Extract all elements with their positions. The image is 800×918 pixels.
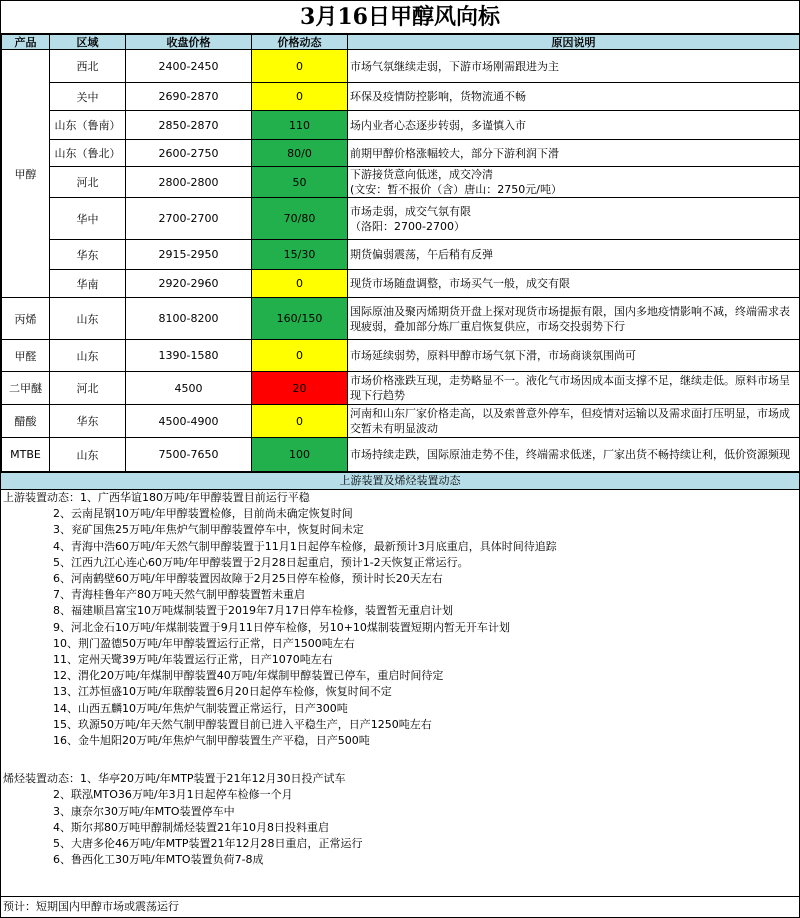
change-cell: 160/150: [252, 298, 348, 340]
region-cell: 关中: [50, 83, 126, 111]
olefin-item: [3, 820, 799, 836]
change-cell: 0: [252, 340, 348, 372]
reason-cell: 国际原油及聚丙烯期货开盘上探对现货市场提振有限，国内多地疫情影响不减，终端需求表现疲弱，叠加部分炼厂重启恢复供应，市场交投弱势下行: [348, 298, 800, 340]
product-cell: 甲醛: [2, 340, 50, 372]
upstream-item-text: 2、云南昆钢10万吨/年甲醇装置检修，目前尚未确定恢复时间: [53, 507, 353, 521]
region-cell: 山东: [50, 298, 126, 340]
upstream-item-text: 9、河北金石10万吨/年煤制装置于9月11日停车检修，另10+10煤制装置短期内暂无开车计划: [53, 620, 510, 634]
price-cell: 2600-2750: [126, 140, 252, 167]
product-cell: 甲醇: [2, 50, 50, 298]
olefin-item: [3, 771, 799, 787]
header-product: 产品: [2, 35, 50, 50]
reason-cell: 期货偏弱震荡，午后稍有反弹: [348, 240, 800, 270]
table-header-row: [2, 35, 800, 50]
reason-cell: 环保及疫情防控影响，货物流通不畅: [348, 83, 800, 111]
upstream-item-text: 11、定州天鹭39万吨/年装置运行正常，日产1070吨左右: [53, 653, 333, 667]
upstream-item-text: 4、青海中浩60万吨/年天然气制甲醇装置于11月1日起停车检修，最新预计3月底重启，具体时间待追踪: [53, 539, 557, 553]
upstream-item: [3, 603, 799, 619]
reason-cell: 现货市场随盘调整，市场买气一般，成交有限: [348, 270, 800, 298]
upstream-item: [3, 587, 799, 603]
upstream-item-text: 6、河南鹤壁60万吨/年甲醇装置因故障于2月25日停车检修，预计时长20天左右: [53, 572, 443, 586]
table-row: [2, 298, 800, 340]
olefin-item: [3, 852, 799, 868]
upstream-label: 上游装置动态：: [3, 491, 80, 504]
price-cell: 1390-1580: [126, 340, 252, 372]
region-cell: 山东（鲁北）: [50, 140, 126, 167]
forecast: 预计：短期国内甲醇市场或震荡运行: [1, 896, 799, 917]
upstream-item: [3, 733, 799, 749]
upstream-item-text: 3、兖矿国焦25万吨/年焦炉气制甲醇装置停车中，恢复时间未定: [53, 523, 364, 537]
table-row: [2, 438, 800, 472]
change-cell: 20: [252, 372, 348, 405]
header-region: 区域: [50, 35, 126, 50]
upstream-item-text: 8、福建顺昌富宝10万吨煤制装置于2019年7月17日停车检修，装置暂无重启计划: [53, 604, 453, 618]
header-price-change: 价格动态: [252, 35, 348, 50]
change-cell: 70/80: [252, 198, 348, 240]
olefin-item-text: 2、联泓MTO36万吨/年3月1日起停车检修一个月: [53, 788, 293, 802]
change-cell: 80/0: [252, 140, 348, 167]
olefin-item-text: 3、康奈尔30万吨/年MTO装置停车中: [53, 804, 235, 818]
price-cell: 2850-2870: [126, 111, 252, 140]
upstream-item: [3, 701, 799, 717]
olefin-item-text: 5、大唐多伦46万吨/年MTP装置21年12月28日重启，正常运行: [53, 837, 363, 851]
upstream-item-text: 16、金牛旭阳20万吨/年焦炉气制甲醇装置生产平稳，日产500吨: [53, 734, 370, 748]
upstream-item: [3, 620, 799, 636]
upstream-item-text: 10、荆门盈德50万吨/年甲醇装置运行正常，日产1500吨左右: [53, 636, 355, 650]
upstream-item: [3, 539, 799, 555]
reason-cell: 下游接货意向低迷，成交冷清 (文安：暂不报价（含）唐山：2750元/吨）: [348, 167, 800, 198]
product-cell: 丙烯: [2, 298, 50, 340]
upstream-item: [3, 522, 799, 538]
region-cell: 山东: [50, 340, 126, 372]
olefin-item: [3, 836, 799, 852]
reason-cell: 前期甲醇价格涨幅较大，部分下游利润下滑: [348, 140, 800, 167]
header-reason: 原因说明: [348, 35, 800, 50]
table-row: [2, 167, 800, 198]
olefin-item-text: 6、鲁西化工30万吨/年MTO装置负荷7-8成: [53, 853, 264, 867]
reason-cell: 市场价格涨跌互现，走势略显不一。液化气市场因成本面支撑不足，继续走低。原料市场呈现下行趋势: [348, 372, 800, 405]
price-cell: 2920-2960: [126, 270, 252, 298]
price-table: [1, 34, 800, 472]
table-row: [2, 405, 800, 438]
product-cell: 醋酸: [2, 405, 50, 438]
section-title: 上游装置及烯烃装置动态: [1, 472, 799, 490]
table-row: [2, 83, 800, 111]
price-cell: 8100-8200: [126, 298, 252, 340]
olefin-item-text: 4、斯尔邦80万吨甲醇制烯烃装置21年10月8日投料重启: [53, 820, 329, 834]
price-cell: 2800-2800: [126, 167, 252, 198]
region-cell: 华东: [50, 240, 126, 270]
upstream-item: [3, 571, 799, 587]
change-cell: 100: [252, 438, 348, 472]
price-cell: 2690-2870: [126, 83, 252, 111]
change-cell: 0: [252, 50, 348, 83]
price-cell: 2700-2700: [126, 198, 252, 240]
price-cell: 2915-2950: [126, 240, 252, 270]
table-row: [2, 111, 800, 140]
change-cell: 0: [252, 270, 348, 298]
upstream-item-text: 15、玖源50万吨/年天然气制甲醇装置目前已进入平稳生产，日产1250吨左右: [53, 717, 432, 731]
olefin-status: [1, 771, 799, 868]
reason-cell: 市场持续走跌，国际原油走势不佳，终端需求低迷，厂家出货不畅持续让利，低价资源频现: [348, 438, 800, 472]
price-cell: 4500: [126, 372, 252, 405]
table-row: [2, 340, 800, 372]
table-row: [2, 240, 800, 270]
reason-cell: 场内业者心态逐步转弱，多谨慎入市: [348, 111, 800, 140]
olefin-item-text: 1、华亭20万吨/年MTP装置于21年12月30日投产试车: [80, 772, 346, 786]
reason-cell: 市场延续弱势，原料甲醇市场气氛下滑，市场商谈氛围尚可: [348, 340, 800, 372]
reason-cell: 市场走弱，成交气氛有限 （洛阳：2700-2700）: [348, 198, 800, 240]
upstream-item: [3, 668, 799, 684]
upstream-item: [3, 490, 799, 506]
header-close-price: 收盘价格: [126, 35, 252, 50]
table-row: [2, 50, 800, 83]
region-cell: 西北: [50, 50, 126, 83]
price-cell: 4500-4900: [126, 405, 252, 438]
reason-cell: 市场气氛继续走弱，下游市场刚需跟进为主: [348, 50, 800, 83]
product-cell: 二甲醚: [2, 372, 50, 405]
region-cell: 河北: [50, 167, 126, 198]
change-cell: 0: [252, 405, 348, 438]
olefin-label: 烯烃装置动态：: [3, 772, 80, 786]
region-cell: 山东: [50, 438, 126, 472]
upstream-item-text: 5、江西九江心连心60万吨/年甲醇装置于2月28日起重启，预计1-2天恢复正常运行。: [53, 555, 469, 569]
upstream-item-text: 1、广西华谊180万吨/年甲醇装置目前运行平稳: [80, 491, 310, 504]
upstream-item-text: 12、渭化20万吨/年煤制甲醇装置40万吨/年煤制甲醇装置已停车，重启时间待定: [53, 669, 444, 683]
region-cell: 华东: [50, 405, 126, 438]
region-cell: 河北: [50, 372, 126, 405]
olefin-item: [3, 787, 799, 803]
upstream-item: [3, 636, 799, 652]
table-row: [2, 198, 800, 240]
olefin-item: [3, 804, 799, 820]
page-title: 3月16日甲醇风向标: [1, 1, 799, 34]
reason-cell: 河南和山东厂家价格走高，以及索普意外停车，但疫情对运输以及需求面打压明显，市场成交暂未有明显波动: [348, 405, 800, 438]
upstream-item: [3, 652, 799, 668]
region-cell: 华南: [50, 270, 126, 298]
upstream-item: [3, 684, 799, 700]
region-cell: 山东（鲁南）: [50, 111, 126, 140]
upstream-item: [3, 555, 799, 571]
change-cell: 110: [252, 111, 348, 140]
table-row: [2, 372, 800, 405]
change-cell: 0: [252, 83, 348, 111]
upstream-item: [3, 506, 799, 522]
upstream-item-text: 7、青海桂鲁年产80万吨天然气制甲醇装置暂未重启: [53, 588, 305, 602]
product-cell: MTBE: [2, 438, 50, 472]
table-row: [2, 270, 800, 298]
price-cell: 2400-2450: [126, 50, 252, 83]
upstream-item-text: 13、江苏恒盛10万吨/年联醇装置6月20日起停车检修，恢复时间不定: [53, 685, 392, 699]
upstream-item: [3, 717, 799, 733]
region-cell: 华中: [50, 198, 126, 240]
table-row: [2, 140, 800, 167]
change-cell: 15/30: [252, 240, 348, 270]
upstream-status: [1, 490, 799, 749]
upstream-item-text: 14、山西五麟10万吨/年焦炉气制装置正常运行，日产300吨: [53, 701, 348, 715]
change-cell: 50: [252, 167, 348, 198]
price-cell: 7500-7650: [126, 438, 252, 472]
